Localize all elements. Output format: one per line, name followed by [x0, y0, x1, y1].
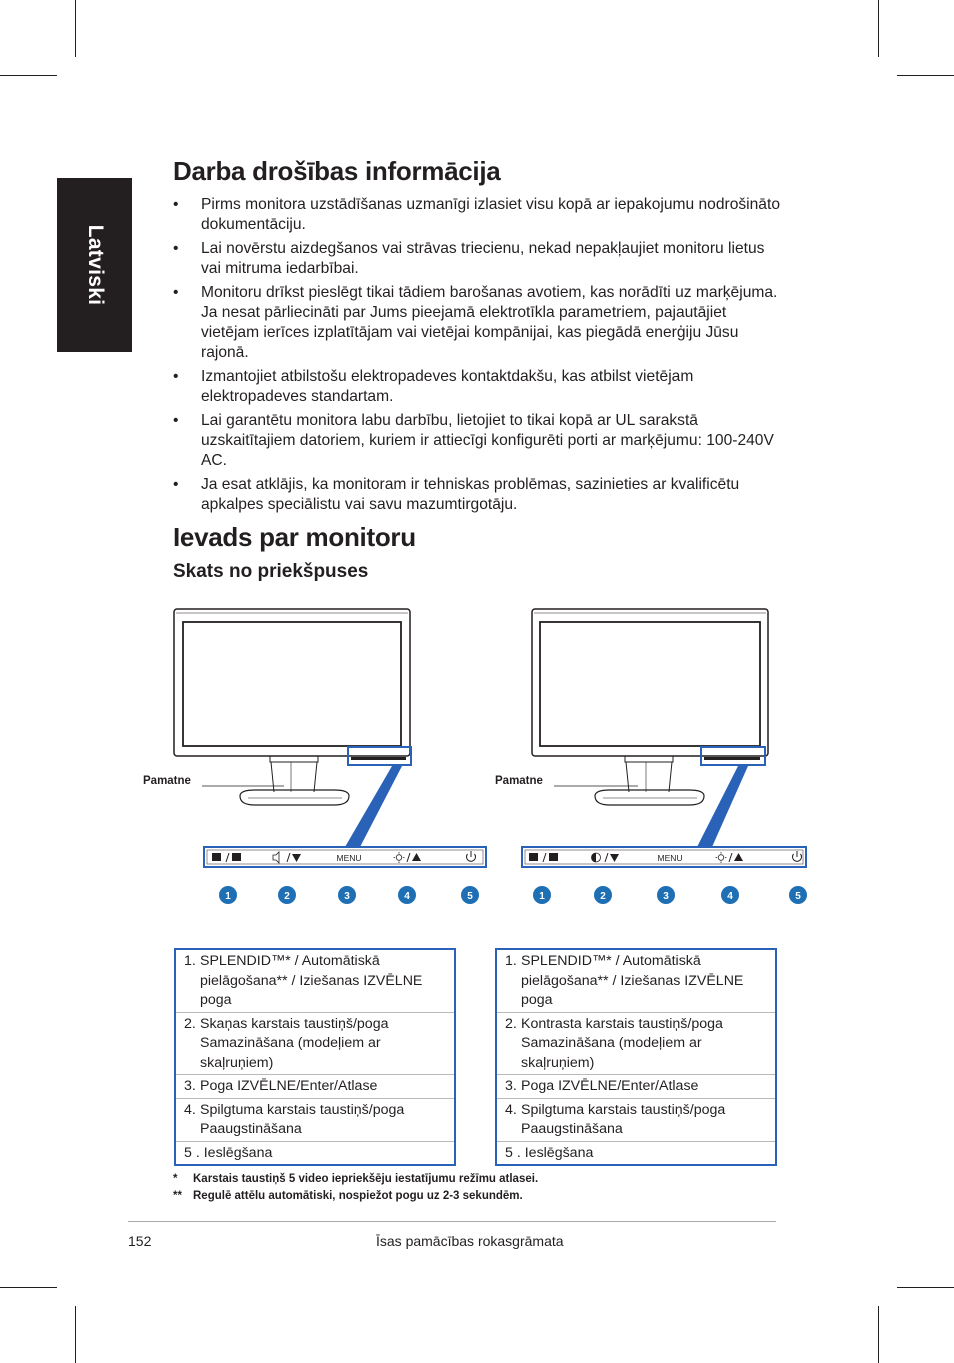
page-number: 152 — [128, 1233, 152, 1249]
item-number: 1. — [184, 953, 196, 969]
safety-title: Darba drošības informācija — [173, 156, 501, 186]
button-number-badges — [533, 886, 807, 904]
item-text: Spilgtuma karstais taustiņš/poga — [200, 1101, 405, 1118]
item-text: Paaugstināšana — [521, 1121, 623, 1137]
stand-callout-label: Pamatne — [143, 775, 191, 787]
footer-divider — [128, 1221, 776, 1222]
button-number-badges — [219, 886, 479, 904]
safety-bullet: • Ja esat atklājis, ka monitoram ir tehniskas problēmas, sazinieties ar kvalificētu apkalpes speciālistu vai savu mazumtirgotāju. — [173, 475, 783, 515]
badge-5: 5 — [795, 891, 801, 902]
monitor-illustration — [532, 609, 768, 805]
safety-bullet: • Izmantojiet atbilstošu elektropadeves kontaktdakšu, kas atbilst vietējam elektropadeves standartam. — [173, 367, 783, 407]
item-text: Poga IZVĒLNE/Enter/Atlase — [200, 1078, 378, 1094]
crop-mark — [897, 75, 954, 76]
badge-1: 1 — [539, 891, 545, 902]
item-text: Skaņas karstais taustiņš/poga — [200, 1015, 389, 1032]
item-text: poga — [521, 992, 553, 1008]
table-row — [175, 949, 455, 1012]
item-text: skaļruņiem) — [521, 1054, 595, 1071]
document-title: Īsas pamācības rokasgrāmata — [376, 1233, 564, 1249]
badge-4: 4 — [727, 891, 733, 902]
item-text: skaļruņiem) — [200, 1054, 274, 1071]
button-strip — [351, 757, 406, 760]
item-number: 1. — [505, 953, 517, 969]
zoom-pointer — [697, 766, 748, 847]
item-number: 2. — [505, 1015, 517, 1032]
item-text: poga — [200, 992, 232, 1008]
table-row — [496, 949, 776, 1012]
monitor-illustration — [174, 609, 410, 805]
item-text: Paaugstināšana — [200, 1121, 302, 1137]
crop-mark — [0, 75, 57, 76]
footnote — [173, 1173, 538, 1185]
menu-icon: MENU — [657, 853, 683, 863]
front-view-subtitle: Skats no priekšpuses — [173, 561, 369, 582]
table-row — [175, 1012, 455, 1075]
safety-bullet: • Pirms monitora uzstādīšanas uzmanīgi izlasiet visu kopā ar iepakojumu nodrošināto dokumentāciju. — [173, 195, 783, 235]
crop-mark — [878, 0, 879, 57]
item-text: pielāgošana** / Iziešanas IZVĒLNE — [200, 972, 423, 989]
crop-mark — [0, 1287, 57, 1288]
item-text: SPLENDID™* / Automātiskā — [521, 953, 701, 969]
crop-mark — [75, 1306, 76, 1363]
table-row — [175, 1141, 455, 1165]
footnote-mark: ** — [173, 1190, 182, 1202]
footnote-mark: * — [173, 1173, 178, 1185]
footnote-text: Regulē attēlu automātiski, nospiežot pogu uz 2-3 sekundēm. — [193, 1190, 523, 1202]
badge-2: 2 — [600, 891, 606, 902]
table-row — [496, 1098, 776, 1141]
badge-3: 3 — [344, 891, 350, 902]
button-strip — [704, 757, 760, 760]
item-text: Samazināšana (modeļiem ar — [521, 1035, 702, 1051]
item-number: 3. — [505, 1078, 517, 1094]
table-row — [175, 1098, 455, 1141]
item-text: Kontrasta karstais taustiņš/poga — [521, 1015, 723, 1032]
item-text: Samazināšana (modeļiem ar — [200, 1035, 381, 1051]
badge-4: 4 — [404, 891, 410, 902]
item-text: Ieslēgšana — [524, 1144, 594, 1161]
safety-bullet: • Monitoru drīkst pieslēgt tikai tādiem barošanas avotiem, kas norādīti uz marķējuma. Ja nesat pārliecināti par Jums pieejamā elektrotīkla parametriem, pajautājiet vietējam ierīces izplatītājam vai vietējai kompānijai, kas piegādā enerģiju Jūsu rajonā. — [173, 283, 783, 363]
safety-bullet-list — [173, 195, 783, 519]
monitor-diagram-right — [492, 600, 842, 910]
table-row — [175, 1075, 455, 1099]
footnote — [173, 1190, 523, 1202]
item-number: 4. — [505, 1101, 517, 1118]
badge-3: 3 — [663, 891, 669, 902]
item-number: 2. — [184, 1015, 196, 1032]
zoom-pointer — [345, 766, 402, 847]
badge-1: 1 — [225, 891, 231, 902]
menu-icon: MENU — [336, 853, 362, 863]
intro-title: Ievads par monitoru — [173, 522, 416, 552]
language-side-tab — [57, 178, 132, 352]
table-row — [496, 1012, 776, 1075]
button-function-table-right — [495, 948, 777, 1166]
item-text: Poga IZVĒLNE/Enter/Atlase — [521, 1078, 699, 1094]
table-row — [496, 1141, 776, 1165]
stand-callout-label: Pamatne — [495, 775, 543, 787]
item-text: pielāgošana** / Iziešanas IZVĒLNE — [521, 972, 744, 989]
table-row — [496, 1075, 776, 1099]
crop-mark — [878, 1306, 879, 1363]
badge-2: 2 — [284, 891, 290, 902]
item-number: 3. — [184, 1078, 196, 1094]
item-text: SPLENDID™* / Automātiskā — [200, 953, 380, 969]
language-tab-label: Latviski — [83, 224, 107, 306]
safety-bullet: • Lai novērstu aizdegšanos vai strāvas triecienu, nekad nepakļaujiet monitoru lietus vai mitruma iedarbībai. — [173, 239, 783, 279]
crop-mark — [897, 1287, 954, 1288]
item-number: 5 . — [184, 1144, 200, 1161]
item-text: Spilgtuma karstais taustiņš/poga — [521, 1101, 726, 1118]
crop-mark — [75, 0, 76, 57]
item-text: Ieslēgšana — [203, 1144, 273, 1161]
button-function-table-left — [174, 948, 456, 1166]
badge-5: 5 — [467, 891, 473, 902]
item-number: 4. — [184, 1101, 196, 1118]
safety-bullet: • Lai garantētu monitora labu darbību, lietojiet to tikai kopā ar UL sarakstā uzskaitītajiem datoriem, kuriem ir attiecīgi konfigurēti porti ar marķējumu: 100-240V AC. — [173, 411, 783, 471]
item-number: 5 . — [505, 1144, 521, 1161]
monitor-diagram-left — [140, 600, 490, 910]
footnote-text: Karstais taustiņš 5 video iepriekšēju iestatījumu režīmu atlasei. — [193, 1173, 539, 1185]
